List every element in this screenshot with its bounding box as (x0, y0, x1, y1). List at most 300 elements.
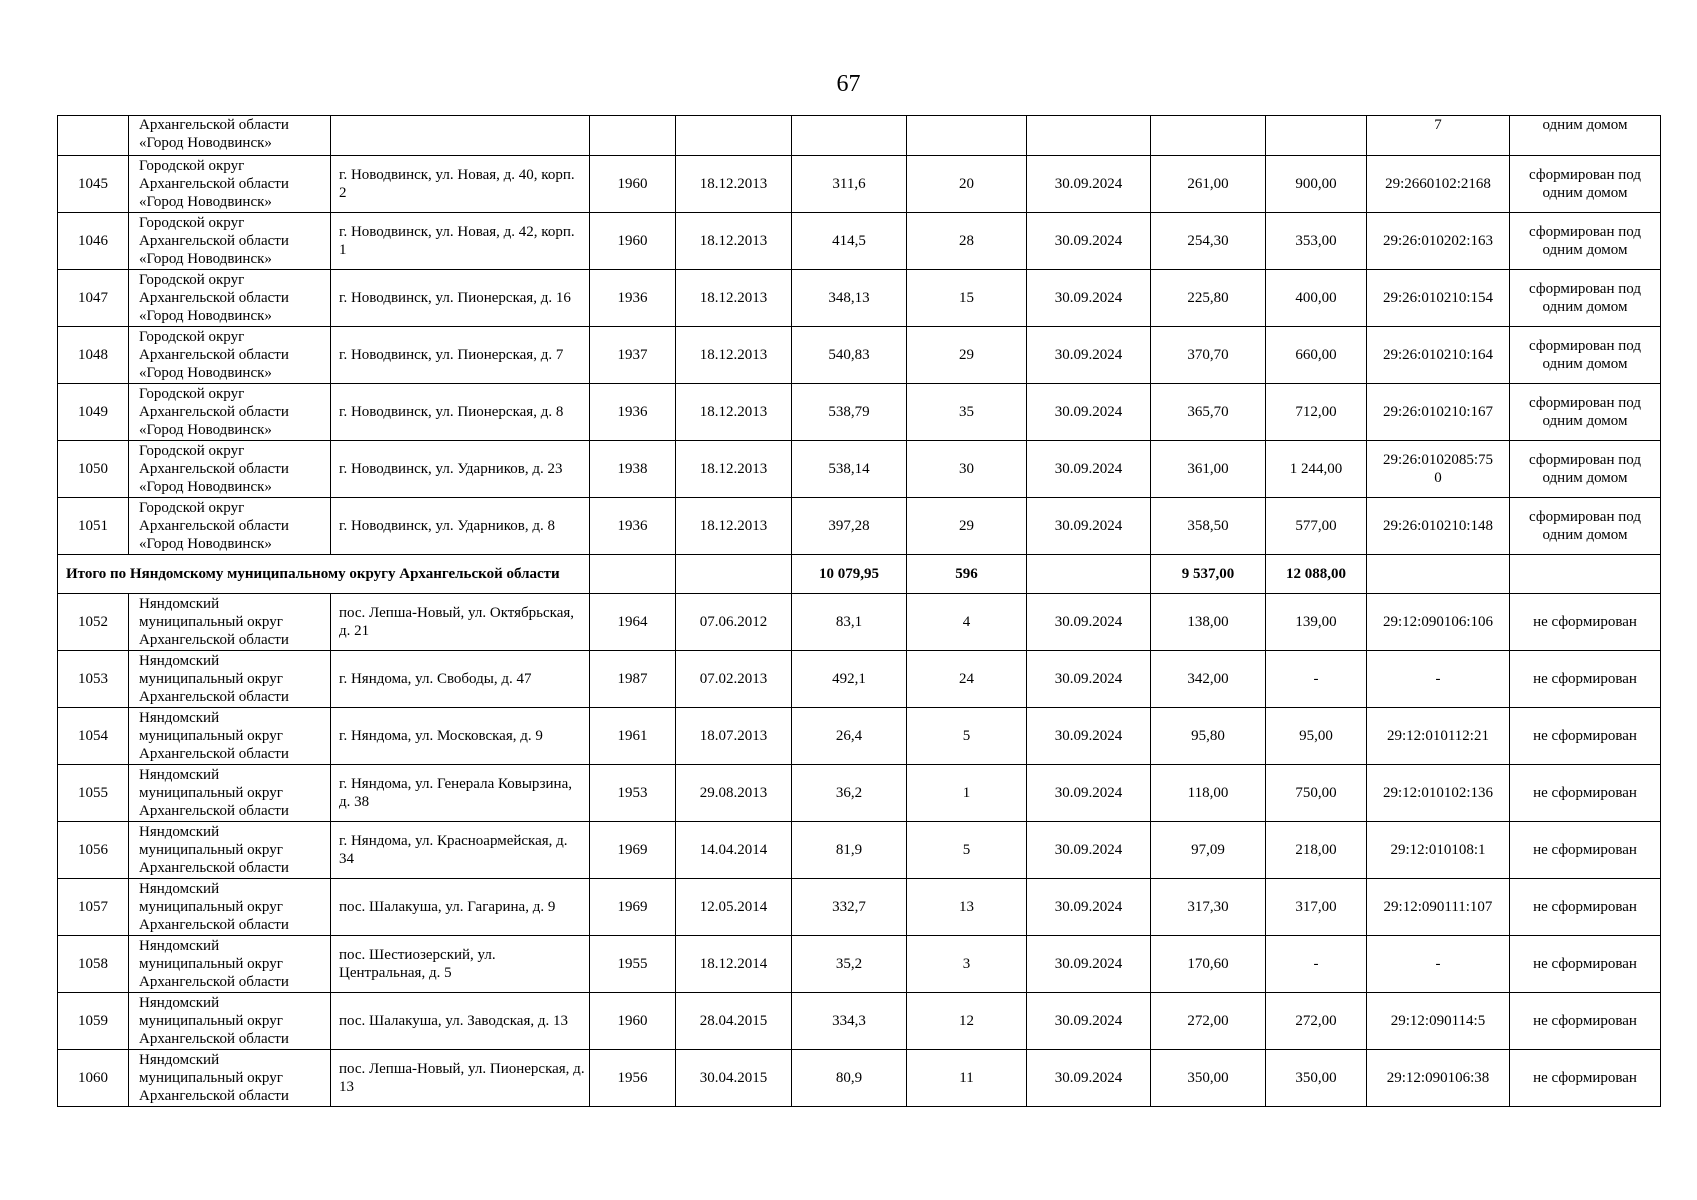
area-text: 348,13 (828, 290, 870, 306)
plot-text: 350,00 (1295, 1070, 1337, 1086)
deadline-text: 30.09.2024 (1054, 899, 1123, 915)
cell-cadastral (1367, 1050, 1510, 1107)
cell-deadline (1027, 156, 1151, 213)
no-text: 1048 (78, 347, 108, 363)
area-text: 80,9 (835, 1070, 863, 1086)
address-text: г. Новодвинск, ул. Ударников, д. 23 (339, 461, 563, 477)
deadline-text: 30.09.2024 (1054, 404, 1123, 420)
cell-cadastral (1367, 213, 1510, 270)
cell-area (792, 936, 907, 993)
date-text: 18.12.2013 (699, 347, 768, 363)
total-empty-date (676, 555, 792, 594)
municipality-text: Няндомский муниципальный округ Архангельской области (139, 767, 289, 819)
cell-year (590, 498, 676, 555)
cell-residents (907, 441, 1027, 498)
total-empty-year (590, 555, 676, 594)
cell-deadline (1027, 498, 1151, 555)
cell-address (331, 993, 590, 1050)
address-text: г. Новодвинск, ул. Ударников, д. 8 (339, 518, 555, 534)
area-text: 26,4 (835, 728, 863, 744)
address-text: пос. Шалакуша, ул. Гагарина, д. 9 (339, 899, 556, 915)
cell-no (58, 327, 129, 384)
cell-no (58, 270, 129, 327)
cell-address (331, 708, 590, 765)
municipality-text: Городской округ Архангельской области «Город Новодвинск» (139, 158, 289, 210)
cell-year (590, 879, 676, 936)
no-text: 1058 (78, 956, 108, 972)
no-text: 1059 (78, 1013, 108, 1029)
cell-municipality (129, 1050, 331, 1107)
area-text: 311,6 (832, 176, 866, 192)
cell-residents (907, 879, 1027, 936)
deadline-text: 30.09.2024 (1054, 728, 1123, 744)
address-text: г. Новодвинск, ул. Новая, д. 40, корп. 2 (339, 167, 575, 201)
cell-land-area (1151, 441, 1266, 498)
table-row (58, 1050, 1661, 1107)
cell-land-area (1151, 156, 1266, 213)
cell-plot (1266, 213, 1367, 270)
cell-year (590, 270, 676, 327)
land-area-text: 365,70 (1187, 404, 1229, 420)
date-text: 18.12.2014 (699, 956, 768, 972)
cell-date (676, 156, 792, 213)
cell-no (58, 936, 129, 993)
status-text: сформирован под одним домом (1529, 395, 1641, 429)
cell-date (676, 116, 792, 156)
cell-municipality (129, 822, 331, 879)
area-text: 492,1 (832, 671, 866, 687)
status-text: не сформирован (1533, 728, 1637, 744)
cadastral-text: 29:12:010112:21 (1387, 728, 1489, 744)
cell-address (331, 441, 590, 498)
plot-text: 577,00 (1295, 518, 1337, 534)
cell-cadastral (1367, 651, 1510, 708)
cell-address (331, 327, 590, 384)
cell-deadline (1027, 270, 1151, 327)
plot-text: 353,00 (1295, 233, 1337, 249)
cell-status (1510, 384, 1661, 441)
cell-status (1510, 213, 1661, 270)
land-area-text: 317,30 (1187, 899, 1229, 915)
land-area-text: 118,00 (1187, 785, 1229, 801)
cell-land-area (1151, 936, 1266, 993)
cell-no (58, 441, 129, 498)
year-text: 1964 (617, 614, 648, 630)
area-text: 36,2 (835, 785, 863, 801)
address-text: г. Новодвинск, ул. Новая, д. 42, корп. 1 (339, 224, 575, 258)
municipality-text: Няндомский муниципальный округ Архангельской области (139, 938, 289, 990)
cell-address (331, 156, 590, 213)
cell-residents (907, 116, 1027, 156)
cell-area (792, 498, 907, 555)
address-text: г. Няндома, ул. Красноармейская, д. 34 (339, 833, 568, 867)
year-text: 1969 (617, 842, 648, 858)
cell-status (1510, 1050, 1661, 1107)
no-text: 1056 (78, 842, 108, 858)
cadastral-text: 29:12:010108:1 (1390, 842, 1486, 858)
land-area-text: 342,00 (1187, 671, 1229, 687)
date-text: 18.12.2013 (699, 176, 768, 192)
cell-cadastral (1367, 384, 1510, 441)
cell-deadline (1027, 441, 1151, 498)
date-text: 29.08.2013 (699, 785, 768, 801)
cell-plot (1266, 594, 1367, 651)
area-text: 332,7 (832, 899, 866, 915)
cell-area (792, 822, 907, 879)
cell-address (331, 936, 590, 993)
cell-date (676, 594, 792, 651)
deadline-text: 30.09.2024 (1054, 1070, 1123, 1086)
cell-municipality (129, 765, 331, 822)
cell-plot (1266, 498, 1367, 555)
table-row (58, 936, 1661, 993)
land-area-text: 261,00 (1187, 176, 1229, 192)
cell-year (590, 822, 676, 879)
deadline-text: 30.09.2024 (1054, 1013, 1123, 1029)
area-text: 35,2 (835, 956, 863, 972)
cell-year (590, 708, 676, 765)
area-text: 397,28 (828, 518, 870, 534)
cell-cadastral (1367, 156, 1510, 213)
cell-land-area (1151, 993, 1266, 1050)
plot-text: 400,00 (1295, 290, 1337, 306)
cell-address (331, 270, 590, 327)
cell-status (1510, 116, 1661, 156)
cell-area (792, 116, 907, 156)
deadline-text: 30.09.2024 (1054, 176, 1123, 192)
cell-area (792, 156, 907, 213)
cell-date (676, 879, 792, 936)
cell-address (331, 651, 590, 708)
year-text: 1956 (617, 1070, 648, 1086)
cell-area (792, 879, 907, 936)
cadastral-text: 29:12:090111:107 (1383, 899, 1493, 915)
cell-plot (1266, 327, 1367, 384)
cell-plot (1266, 822, 1367, 879)
deadline-text: 30.09.2024 (1054, 956, 1123, 972)
date-text: 07.02.2013 (699, 671, 768, 687)
address-text: г. Новодвинск, ул. Пионерская, д. 7 (339, 347, 564, 363)
table-row (58, 213, 1661, 270)
cell-status (1510, 879, 1661, 936)
cadastral-text: 29:12:090106:106 (1382, 614, 1493, 630)
cell-plot (1266, 441, 1367, 498)
cell-land-area (1151, 765, 1266, 822)
total-empty-deadline (1027, 555, 1151, 594)
deadline-text: 30.09.2024 (1054, 347, 1123, 363)
address-text: г. Няндома, ул. Свободы, д. 47 (339, 671, 532, 687)
cell-residents (907, 993, 1027, 1050)
year-text: 1938 (617, 461, 648, 477)
total-plot: 12 088,00 (1266, 555, 1367, 594)
cell-year (590, 594, 676, 651)
no-text: 1054 (78, 728, 108, 744)
cell-area (792, 651, 907, 708)
residents-text: 3 (962, 956, 971, 972)
cell-date (676, 498, 792, 555)
status-text: не сформирован (1533, 614, 1637, 630)
year-text: 1936 (617, 518, 648, 534)
cell-residents (907, 822, 1027, 879)
cell-status (1510, 822, 1661, 879)
address-text: пос. Лепша-Новый, ул. Октябрьская, д. 21 (339, 605, 575, 639)
deadline-text: 30.09.2024 (1054, 233, 1123, 249)
cell-year (590, 1050, 676, 1107)
date-text: 14.04.2014 (699, 842, 768, 858)
cell-date (676, 708, 792, 765)
date-text: 18.12.2013 (699, 404, 768, 420)
cell-residents (907, 1050, 1027, 1107)
cell-date (676, 384, 792, 441)
cell-year (590, 116, 676, 156)
status-text: сформирован под одним домом (1529, 338, 1641, 372)
status-text: сформирован под одним домом (1529, 281, 1641, 315)
cell-deadline (1027, 993, 1151, 1050)
cell-residents (907, 765, 1027, 822)
cell-residents (907, 270, 1027, 327)
no-text: 1045 (78, 176, 108, 192)
cell-date (676, 327, 792, 384)
cell-no (58, 765, 129, 822)
year-text: 1987 (617, 671, 648, 687)
cadastral-text: 29:12:090114:5 (1390, 1013, 1486, 1029)
municipality-text: Архангельской области «Город Новодвинск» (139, 117, 289, 151)
deadline-text: 30.09.2024 (1054, 461, 1123, 477)
cell-address (331, 594, 590, 651)
residents-text: 4 (962, 614, 971, 630)
municipality-text: Городской округ Архангельской области «Город Новодвинск» (139, 329, 289, 381)
area-text: 83,1 (835, 614, 863, 630)
cell-no (58, 116, 129, 156)
date-text: 12.05.2014 (699, 899, 768, 915)
cell-deadline (1027, 213, 1151, 270)
table-row (58, 441, 1661, 498)
year-text: 1936 (617, 290, 648, 306)
cell-cadastral (1367, 594, 1510, 651)
cell-address (331, 213, 590, 270)
cell-status (1510, 765, 1661, 822)
cell-plot (1266, 936, 1367, 993)
cell-deadline (1027, 822, 1151, 879)
cell-cadastral (1367, 270, 1510, 327)
plot-text: 272,00 (1295, 1013, 1337, 1029)
land-area-text: 272,00 (1187, 1013, 1229, 1029)
cadastral-text: - (1435, 956, 1441, 972)
table-row (58, 498, 1661, 555)
cell-year (590, 213, 676, 270)
status-text: не сформирован (1533, 842, 1637, 858)
cell-residents (907, 498, 1027, 555)
land-area-text: 225,80 (1187, 290, 1229, 306)
cell-status (1510, 498, 1661, 555)
plot-text: 1 244,00 (1289, 461, 1343, 477)
no-text: 1047 (78, 290, 108, 306)
cell-area (792, 993, 907, 1050)
total-area: 10 079,95 (792, 555, 907, 594)
cell-status (1510, 651, 1661, 708)
cell-area (792, 594, 907, 651)
table-row (58, 156, 1661, 213)
cell-year (590, 156, 676, 213)
table-row (58, 765, 1661, 822)
date-text: 30.04.2015 (699, 1070, 768, 1086)
cell-municipality (129, 270, 331, 327)
cell-municipality (129, 116, 331, 156)
cell-deadline (1027, 651, 1151, 708)
area-text: 538,79 (828, 404, 870, 420)
cell-land-area (1151, 327, 1266, 384)
no-text: 1057 (78, 899, 108, 915)
residents-text: 12 (959, 1013, 974, 1029)
date-text: 18.12.2013 (699, 518, 768, 534)
cell-no (58, 1050, 129, 1107)
cell-municipality (129, 156, 331, 213)
cadastral-text: 29:26:010210:164 (1382, 347, 1493, 363)
land-area-text: 361,00 (1187, 461, 1229, 477)
cell-municipality (129, 213, 331, 270)
cell-year (590, 936, 676, 993)
cell-cadastral (1367, 936, 1510, 993)
cell-status (1510, 594, 1661, 651)
address-text: пос. Лепша-Новый, ул. Пионерская, д. 13 (339, 1061, 585, 1095)
municipality-text: Городской округ Архангельской области «Город Новодвинск» (139, 443, 289, 495)
cell-land-area (1151, 270, 1266, 327)
cell-cadastral (1367, 765, 1510, 822)
cell-no (58, 498, 129, 555)
cell-address (331, 879, 590, 936)
plot-text: 660,00 (1295, 347, 1337, 363)
cell-address (331, 498, 590, 555)
year-text: 1937 (617, 347, 648, 363)
cell-deadline (1027, 765, 1151, 822)
address-text: г. Няндома, ул. Генерала Ковырзина, д. 38 (339, 776, 572, 810)
residents-text: 5 (962, 728, 971, 744)
cell-area (792, 384, 907, 441)
cell-address (331, 765, 590, 822)
plot-text: 95,00 (1299, 728, 1333, 744)
no-text: 1052 (78, 614, 108, 630)
cell-land-area (1151, 651, 1266, 708)
cell-residents (907, 651, 1027, 708)
residents-text: 28 (959, 233, 974, 249)
land-area-text: 138,00 (1187, 614, 1229, 630)
date-text: 18.12.2013 (699, 461, 768, 477)
total-empty-cadastral (1367, 555, 1510, 594)
deadline-text: 30.09.2024 (1054, 842, 1123, 858)
residents-text: 20 (959, 176, 974, 192)
cell-municipality (129, 498, 331, 555)
cell-plot (1266, 384, 1367, 441)
year-text: 1936 (617, 404, 648, 420)
cell-residents (907, 708, 1027, 765)
cell-date (676, 213, 792, 270)
cell-no (58, 156, 129, 213)
cell-land-area (1151, 384, 1266, 441)
residents-text: 35 (959, 404, 974, 420)
cell-date (676, 441, 792, 498)
plot-text: 317,00 (1295, 899, 1337, 915)
status-text: сформирован под одним домом (1529, 509, 1641, 543)
cell-municipality (129, 993, 331, 1050)
cell-address (331, 116, 590, 156)
cell-status (1510, 156, 1661, 213)
residents-text: 30 (959, 461, 974, 477)
cadastral-text: 29:26:010210:167 (1382, 404, 1493, 420)
cell-date (676, 651, 792, 708)
cell-status (1510, 936, 1661, 993)
cell-cadastral (1367, 327, 1510, 384)
cell-residents (907, 327, 1027, 384)
land-area-text: 370,70 (1187, 347, 1229, 363)
status-text: сформирован под одним домом (1529, 224, 1641, 258)
cell-no (58, 651, 129, 708)
table-row (58, 651, 1661, 708)
cell-residents (907, 594, 1027, 651)
cell-deadline (1027, 594, 1151, 651)
cell-status (1510, 993, 1661, 1050)
deadline-text: 30.09.2024 (1054, 518, 1123, 534)
cell-area (792, 327, 907, 384)
municipality-text: Городской округ Архангельской области «Город Новодвинск» (139, 500, 289, 552)
cell-cadastral (1367, 441, 1510, 498)
no-text: 1055 (78, 785, 108, 801)
cell-deadline (1027, 1050, 1151, 1107)
deadline-text: 30.09.2024 (1054, 290, 1123, 306)
land-area-text: 170,60 (1187, 956, 1229, 972)
cell-land-area (1151, 116, 1266, 156)
cell-year (590, 384, 676, 441)
deadline-text: 30.09.2024 (1054, 671, 1123, 687)
deadline-text: 30.09.2024 (1054, 785, 1123, 801)
cell-land-area (1151, 822, 1266, 879)
area-text: 540,83 (828, 347, 870, 363)
table-row (58, 384, 1661, 441)
cell-municipality (129, 708, 331, 765)
registry-table (57, 115, 1661, 1107)
cadastral-text: - (1435, 671, 1441, 687)
table-row (58, 708, 1661, 765)
status-text: не сформирован (1533, 785, 1637, 801)
status-text: не сформирован (1533, 1013, 1637, 1029)
address-text: пос. Шалакуша, ул. Заводская, д. 13 (339, 1013, 568, 1029)
cell-municipality (129, 384, 331, 441)
date-text: 18.07.2013 (699, 728, 768, 744)
cell-cadastral (1367, 116, 1510, 156)
municipality-text: Няндомский муниципальный округ Архангельской области (139, 710, 289, 762)
cell-residents (907, 156, 1027, 213)
cell-land-area (1151, 1050, 1266, 1107)
table-row-continuation (58, 116, 1661, 156)
residents-text: 5 (962, 842, 971, 858)
land-area-text: 95,80 (1191, 728, 1225, 744)
cell-residents (907, 384, 1027, 441)
cell-deadline (1027, 936, 1151, 993)
cell-plot (1266, 156, 1367, 213)
cell-land-area (1151, 594, 1266, 651)
plot-text: 712,00 (1295, 404, 1337, 420)
area-text: 81,9 (835, 842, 863, 858)
no-text: 1051 (78, 518, 108, 534)
area-text: 334,3 (832, 1013, 866, 1029)
no-text: 1049 (78, 404, 108, 420)
residents-text: 13 (959, 899, 974, 915)
cell-area (792, 270, 907, 327)
cell-no (58, 879, 129, 936)
cell-residents (907, 213, 1027, 270)
municipality-text: Няндомский муниципальный округ Архангельской области (139, 653, 289, 705)
residents-text: 11 (959, 1070, 974, 1086)
no-text: 1060 (78, 1070, 108, 1086)
